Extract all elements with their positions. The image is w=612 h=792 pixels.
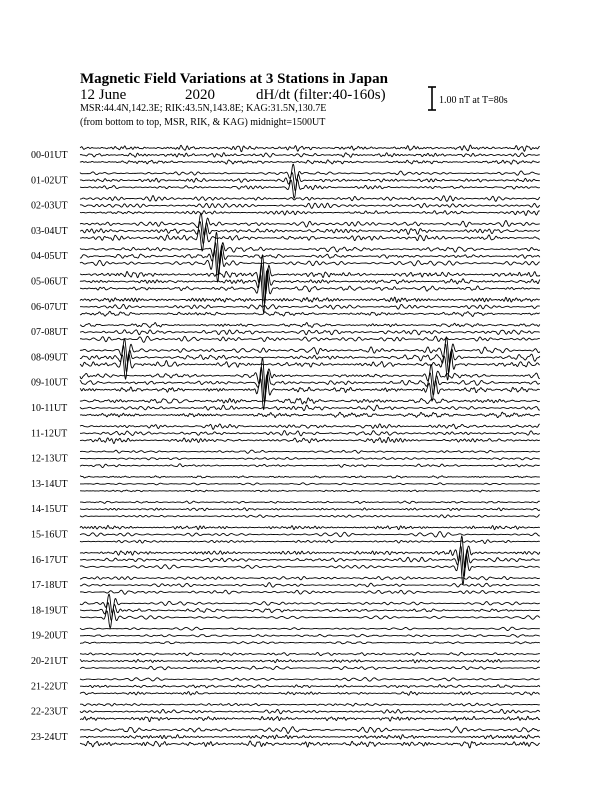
hour-row-07-08ut (31, 323, 540, 343)
hour-label: 23-24UT (31, 731, 68, 743)
trace-msr (80, 227, 540, 251)
trace-kag (80, 297, 540, 302)
trace-kag (80, 450, 540, 453)
trace-kag (80, 398, 540, 404)
trace-rik (80, 405, 540, 411)
quantity-label: dH/dt (filter:40-160s) (256, 87, 386, 103)
hour-label: 09-10UT (31, 377, 68, 389)
hour-label: 02-03UT (31, 200, 68, 212)
trace-rik (80, 735, 540, 739)
trace-rik (80, 330, 540, 335)
trace-rik (80, 203, 540, 208)
trace-kag (80, 323, 540, 328)
hour-row-06-07ut (31, 297, 540, 316)
trace-msr (80, 250, 540, 282)
trace-kag (80, 358, 540, 393)
trace-msr (80, 692, 540, 696)
hour-label: 03-04UT (31, 225, 68, 237)
hour-row-13-14ut (31, 476, 540, 492)
hour-row-10-11ut (31, 398, 540, 418)
trace-rik (80, 153, 540, 158)
trace-rik (80, 242, 540, 275)
hour-label: 01-02UT (31, 175, 68, 187)
date-year: 2020 (185, 87, 215, 103)
hour-row-02-03ut (31, 196, 540, 216)
trace-msr (80, 540, 540, 544)
hour-row-14-15ut (31, 501, 540, 518)
hour-row-00-01ut (31, 145, 540, 164)
trace-msr (80, 554, 540, 584)
trace-rik (80, 532, 540, 538)
hour-label: 13-14UT (31, 478, 68, 490)
hour-label: 04-05UT (31, 251, 68, 263)
hour-row-18-19ut (31, 594, 540, 628)
trace-msr (80, 642, 540, 644)
hour-label: 05-06UT (31, 276, 68, 288)
trace-rik (80, 173, 540, 191)
hour-row-22-23ut (31, 703, 540, 721)
trace-kag (80, 727, 540, 734)
hour-label: 14-15UT (31, 504, 68, 516)
hour-label: 15-16UT (31, 529, 68, 541)
trace-msr (80, 464, 540, 468)
trace-msr (80, 336, 540, 342)
hour-label: 22-23UT (31, 706, 68, 718)
trace-rik (80, 583, 540, 588)
scale-bar (428, 87, 436, 110)
trace-msr (80, 375, 540, 410)
trace-msr (80, 179, 540, 198)
trace-kag (80, 678, 540, 682)
hour-label: 10-11UT (31, 403, 68, 414)
trace-kag (80, 627, 540, 630)
station-coordinates: MSR:44.4N,142.3E; RIK:43.5N,143.8E; KAG:31.5N,130.7E (80, 103, 327, 114)
trace-kag (80, 577, 540, 580)
trace-rik (80, 222, 540, 244)
trace-rik (80, 508, 540, 511)
trace-rik (80, 304, 540, 309)
trace-kag (80, 703, 540, 706)
trace-msr (80, 716, 540, 721)
trace-kag (80, 164, 540, 180)
trace-msr (80, 311, 540, 316)
trace-rik (80, 546, 540, 578)
hour-label: 19-20UT (31, 630, 68, 642)
scale-bar-label: 1.00 nT at T=80s (439, 95, 508, 106)
trace-kag (80, 213, 540, 236)
hour-row-15-16ut (31, 525, 540, 543)
trace-kag (80, 232, 540, 265)
trace-kag (80, 424, 540, 430)
hour-label: 18-19UT (31, 605, 68, 617)
trace-msr (80, 437, 540, 443)
trace-msr (80, 160, 540, 164)
hour-row-20-21ut (31, 652, 540, 669)
trace-kag (80, 196, 540, 202)
trace-msr (80, 609, 540, 628)
trace-kag (80, 652, 540, 655)
trace-kag (80, 525, 540, 529)
trace-rik (80, 603, 540, 621)
trace-rik (80, 685, 540, 688)
hour-label: 00-01UT (31, 150, 68, 161)
date-day: 12 June (80, 87, 127, 103)
trace-rik (80, 659, 540, 662)
trace-kag (80, 476, 540, 478)
trace-msr (80, 515, 540, 518)
hour-label: 08-09UT (31, 352, 68, 364)
hour-row-08-09ut (31, 337, 540, 380)
hour-row-03-04ut (31, 213, 540, 251)
hour-label: 20-21UT (31, 656, 68, 667)
hour-label: 16-17UT (31, 554, 68, 566)
trace-msr (80, 412, 540, 417)
station-order-note: (from bottom to top, MSR, RIK, & KAG) midnight=1500UT (80, 117, 326, 128)
trace-rik (80, 457, 540, 459)
chart-title: Magnetic Field Variations at 3 Stations in Japan (80, 71, 388, 87)
hour-row-21-22ut (31, 678, 540, 696)
trace-kag (80, 501, 540, 503)
trace-rik (80, 709, 540, 713)
trace-rik (80, 264, 540, 304)
hour-row-23-24ut (31, 727, 540, 748)
hour-row-11-12ut (31, 424, 540, 444)
trace-rik (80, 483, 540, 485)
trace-msr (80, 490, 540, 492)
hour-label: 17-18UT (31, 580, 68, 592)
trace-rik (80, 431, 540, 436)
trace-msr (80, 211, 540, 216)
trace-kag (80, 145, 540, 152)
hour-label: 07-08UT (31, 327, 68, 339)
trace-rik (80, 367, 540, 402)
hour-label: 11-12UT (31, 428, 68, 440)
hour-label: 21-22UT (31, 681, 68, 693)
trace-msr (80, 590, 540, 594)
trace-msr (80, 741, 540, 748)
trace-rik (80, 344, 540, 373)
trace-msr (80, 666, 540, 669)
hour-row-19-20ut (31, 627, 540, 644)
hour-label: 12-13UT (31, 453, 68, 465)
hour-row-01-02ut (31, 164, 540, 198)
hour-row-12-13ut (31, 450, 540, 468)
trace-rik (80, 634, 540, 637)
trace-kag (80, 536, 540, 569)
hour-label: 06-07UT (31, 301, 68, 313)
